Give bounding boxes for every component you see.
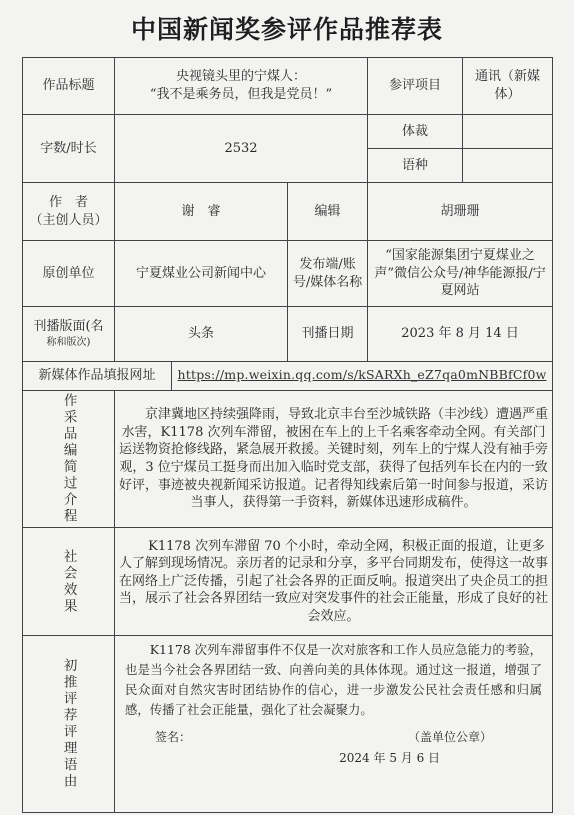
review-label: 初推评荐评理语由 (60, 658, 77, 790)
sign-label: 签名： (155, 730, 192, 745)
work-title-line-2: “我不是乘务员，但我是党员！” (149, 87, 333, 102)
author-label (23, 183, 115, 241)
effect-label: 社会效果 (60, 548, 77, 615)
effect-text: K1178 次列车滞留 70 个小时，牵动全网，积极正面的报道，让更多人了解到现场情况。亲历者的记录和分享，多平台同期发布，使得这一故事在网络上广泛传播，引起了社会各界的正面反响。报道突出了央企员工的担当，展示了社会各界团结一致应对突发事件的社会正能量，形成了良好的社会效应。 (115, 528, 553, 636)
broadcast-date-label: 刊播日期 (288, 307, 368, 362)
process-label-cell (23, 391, 115, 528)
author-label-sub: （主创人员） (29, 212, 108, 228)
work-title-line-1: 央视镜头里的宁煤人： (176, 69, 307, 85)
category-value: 通讯（新媒体） (463, 58, 553, 115)
editor-value: 胡珊珊 (368, 183, 553, 241)
review-cell (115, 636, 553, 813)
work-title-label: 作品标题 (23, 58, 115, 115)
publisher-label: 发布端/账号/媒体名称 (288, 241, 368, 307)
author-label-main: 作 者 (48, 194, 88, 210)
publisher-value: “国家能源集团宁夏煤业之声”微信公众号/神华能源报/宁夏网站 (368, 241, 553, 307)
genre-value (463, 115, 553, 149)
work-url-link[interactable]: https://mp.weixin.qq.com/s/kSARXh_eZ7qa0mNBBfCf0w (177, 367, 547, 383)
page-title: 中国新闻奖参评作品推荐表 (130, 15, 443, 44)
layout-label-sub: 称和版次) (46, 337, 91, 349)
work-title-value (115, 58, 368, 115)
broadcast-date-value: 2023 年 8 月 14 日 (368, 307, 553, 362)
original-unit-label: 原创单位 (23, 241, 115, 307)
original-unit-value: 宁夏煤业公司新闻中心 (115, 241, 288, 307)
layout-label-main: 刊播版面(名 (33, 319, 104, 335)
language-value (463, 149, 553, 183)
layout-label (23, 307, 115, 362)
editor-label: 编辑 (288, 183, 368, 241)
url-cell (172, 362, 553, 391)
category-label: 参评项目 (368, 58, 463, 115)
process-text: 京津冀地区持续强降雨，导致北京丰台至沙城铁路（丰沙线）遭遇严重水害，K1178 次列车滞留，被困在车上的上千名乘客牵动全网。有关部门运送物资抢修线路，紧急展开救援。关键时刻，列车上的宁煤人没有袖手旁观，3 位宁煤员工挺身而出加入临时党支部，获得了包括列车长在内的一致好评，事迹被央视新闻采访报道。记者得知线索后第一时间参与报道，采访当事人，获得第一手资料，新媒体迅速形成稿件。 (115, 391, 553, 528)
url-label: 新媒体作品填报网址 (23, 362, 172, 391)
layout-value: 头条 (115, 307, 288, 362)
word-count-label: 字数/时长 (23, 115, 115, 183)
author-value: 谢 睿 (115, 183, 288, 241)
word-count-value: 2532 (115, 115, 368, 183)
language-label: 语种 (368, 149, 463, 183)
review-text: K1178 次列车滞留事件不仅是一次对旅客和工作人员应急能力的考验，也是当今社会各界团结一致、向善向美的具体体现。通过这一报道，增强了民众面对自然灾害时团结协作的信心，进一步激发公民社会责任感和归属感，传播了社会正能量，强化了社会凝聚力。 (125, 642, 543, 717)
effect-label-cell (23, 528, 115, 636)
review-label-cell (23, 636, 115, 813)
genre-label: 体裁 (368, 115, 463, 149)
signature-row (115, 723, 552, 745)
recommendation-form (22, 57, 553, 813)
process-label: 作采品编简过介程 (60, 393, 77, 525)
signature-date: 2024 年 5 月 6 日 (339, 750, 441, 765)
seal-label: （盖单位公章） (408, 730, 493, 745)
